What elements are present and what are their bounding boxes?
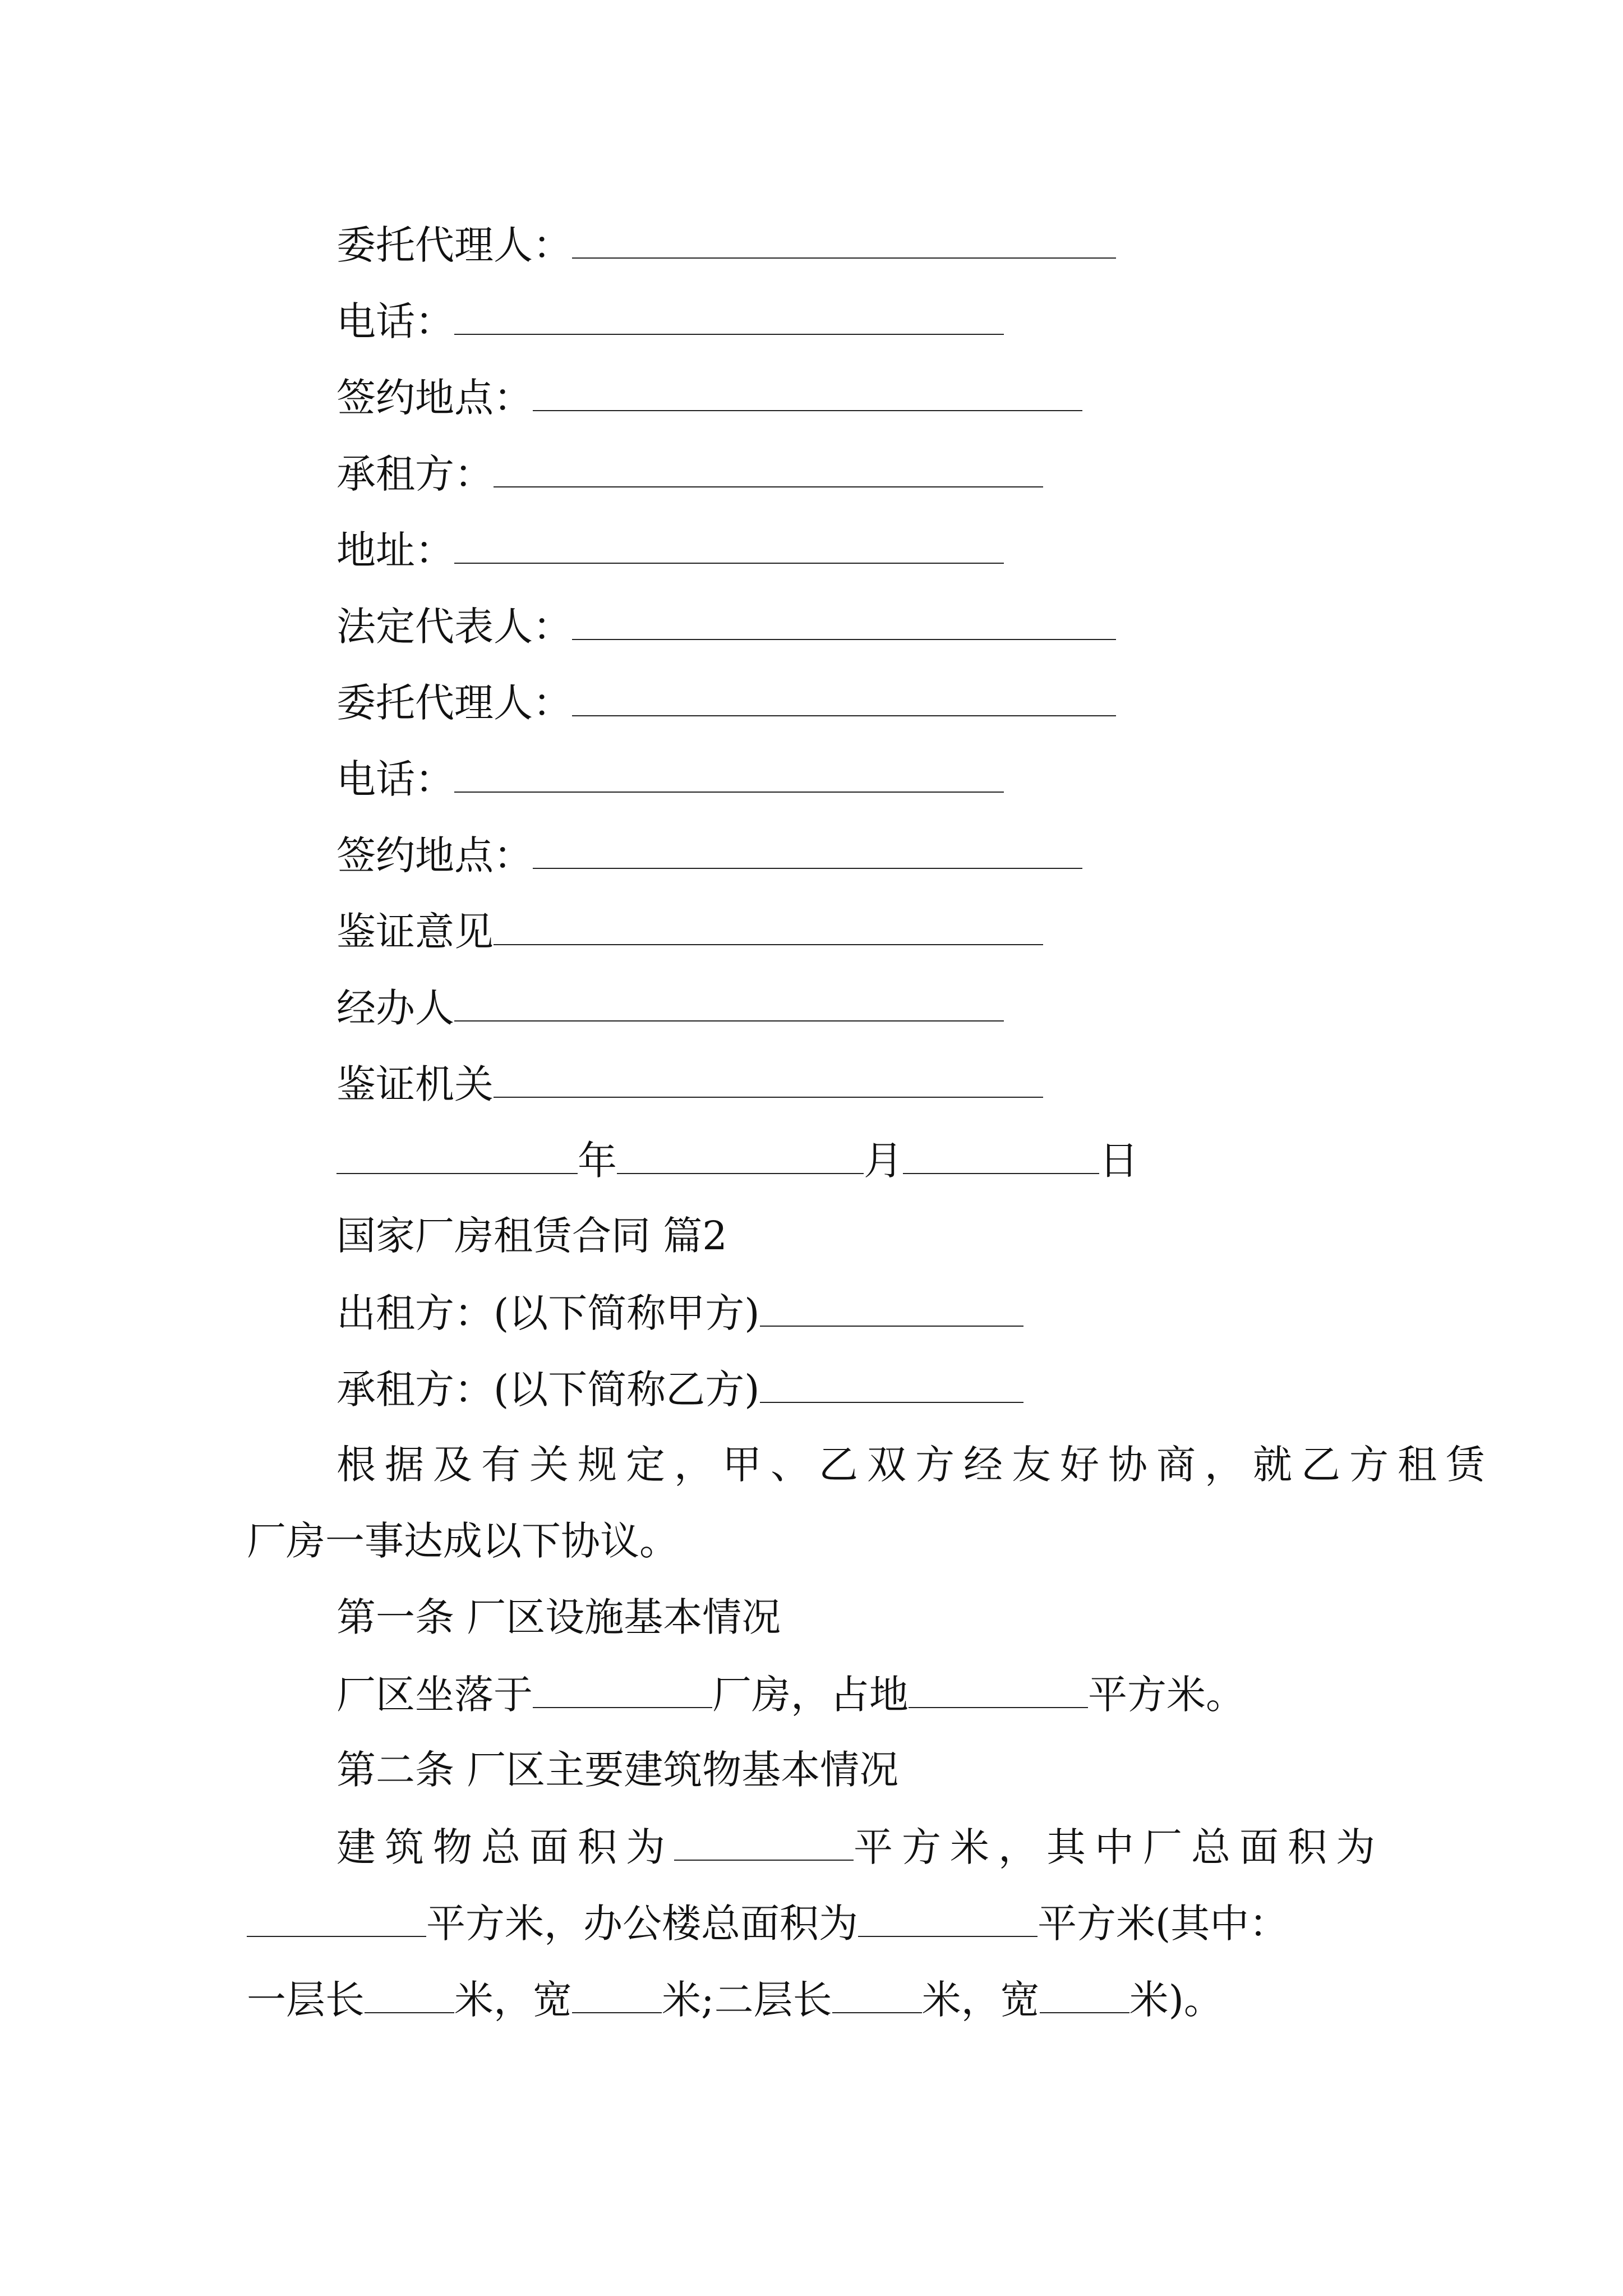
- total-area-label: 建筑物总面积为: [336, 1824, 674, 1870]
- floor1-length-blank: [365, 1971, 454, 2013]
- total-area-blank: [674, 1818, 854, 1861]
- date-line: [336, 1131, 1138, 1188]
- article2-body-line3: [247, 1971, 1223, 2027]
- signing-place-label-2: 签约地点：: [336, 832, 533, 878]
- agent-line-2: [336, 674, 1116, 730]
- section-title: 国家厂房租赁合同 篇2: [336, 1213, 727, 1259]
- lessor-label: 出租方：(以下简称甲方): [336, 1290, 760, 1336]
- factory-area-blank: [247, 1894, 426, 1937]
- month-blank: [617, 1131, 864, 1174]
- legal-rep-blank: [572, 597, 1116, 640]
- year-label: 年: [578, 1138, 617, 1184]
- article2-title: 第二条 厂区主要建筑物基本情况: [336, 1747, 899, 1793]
- address-line: [336, 521, 1004, 577]
- floor1-width-label: 米，宽: [454, 1977, 572, 2023]
- office-area-label: 平方米，办公楼总面积为: [426, 1901, 858, 1947]
- address-label: 地址：: [336, 527, 454, 573]
- among-label: 平方米(其中：: [1038, 1901, 1289, 1947]
- authority-label: 鉴证机关: [336, 1061, 494, 1107]
- floor2-width-label: 米，宽: [921, 1977, 1040, 2023]
- closing-label: 米)。: [1129, 1977, 1223, 2023]
- floor1-width-blank: [572, 1971, 662, 2013]
- intro-paragraph-line1: 根据及有关规定，甲、乙双方经友好协商，就乙方租赁: [336, 1442, 1494, 1488]
- signing-place-blank-2: [533, 826, 1082, 869]
- office-area-blank: [858, 1894, 1038, 1937]
- floor2-width-blank: [1040, 1971, 1129, 2013]
- land-area-blank: [909, 1665, 1088, 1708]
- lessee-line: [336, 445, 1043, 501]
- agent-line: [336, 216, 1116, 272]
- phone-label-2: 电话：: [336, 756, 454, 802]
- phone-line: [336, 292, 1004, 348]
- lessor-line: [336, 1284, 1023, 1340]
- floor2-length-label: 米;二层长: [662, 1977, 832, 2023]
- authority-blank: [494, 1055, 1043, 1098]
- agent-label-2: 委托代理人：: [336, 680, 572, 726]
- sqm-unit: 平方米。: [1088, 1672, 1245, 1718]
- day-label: 日: [1099, 1138, 1138, 1184]
- opinion-blank: [494, 903, 1043, 945]
- floor2-length-blank: [832, 1971, 922, 2013]
- article2-body-line2: [247, 1894, 1288, 1950]
- signing-place-label: 签约地点：: [336, 375, 533, 421]
- year-blank: [336, 1131, 578, 1174]
- lessee-label: 承租方：: [336, 451, 494, 497]
- lessee-blank: [494, 445, 1043, 487]
- floor1-length-label: 一层长: [247, 1977, 365, 2023]
- article1-title: 第一条 厂区设施基本情况: [336, 1594, 781, 1640]
- intro-paragraph-line2: 厂房一事达成以下协议。: [247, 1518, 679, 1564]
- phone-label: 电话：: [336, 298, 454, 344]
- agent-blank: [572, 216, 1116, 259]
- signing-place-line: [336, 369, 1082, 425]
- lessor-blank: [760, 1284, 1023, 1327]
- location-blank: [533, 1665, 712, 1708]
- agent-label: 委托代理人：: [336, 222, 572, 268]
- lessee-party-blank: [760, 1360, 1023, 1403]
- authority-line: [336, 1055, 1043, 1111]
- opinion-label: 鉴证意见: [336, 909, 494, 955]
- lessee-party-label: 承租方：(以下简称乙方): [336, 1366, 760, 1412]
- location-label: 厂区坐落于: [336, 1672, 533, 1718]
- handler-line: [336, 979, 1004, 1035]
- handler-blank: [454, 979, 1004, 1022]
- agent-blank-2: [572, 674, 1116, 716]
- opinion-line: [336, 903, 1043, 959]
- phone-line-2: [336, 750, 1004, 806]
- handler-label: 经办人: [336, 985, 454, 1031]
- lessee-party-line: [336, 1360, 1023, 1416]
- factory-area-label: 平方米，其中厂总面积为: [854, 1824, 1384, 1870]
- legal-rep-line: [336, 597, 1116, 654]
- phone-blank: [454, 292, 1004, 335]
- legal-rep-label: 法定代表人：: [336, 604, 572, 650]
- article1-body: [336, 1665, 1245, 1722]
- month-label: 月: [864, 1138, 903, 1184]
- signing-place-line-2: [336, 826, 1082, 882]
- land-area-label: 厂房，占地: [712, 1672, 909, 1718]
- phone-blank-2: [454, 750, 1004, 793]
- day-blank: [903, 1131, 1099, 1174]
- signing-place-blank: [533, 369, 1082, 411]
- address-blank: [454, 521, 1004, 564]
- article2-body-line1: [336, 1818, 1384, 1874]
